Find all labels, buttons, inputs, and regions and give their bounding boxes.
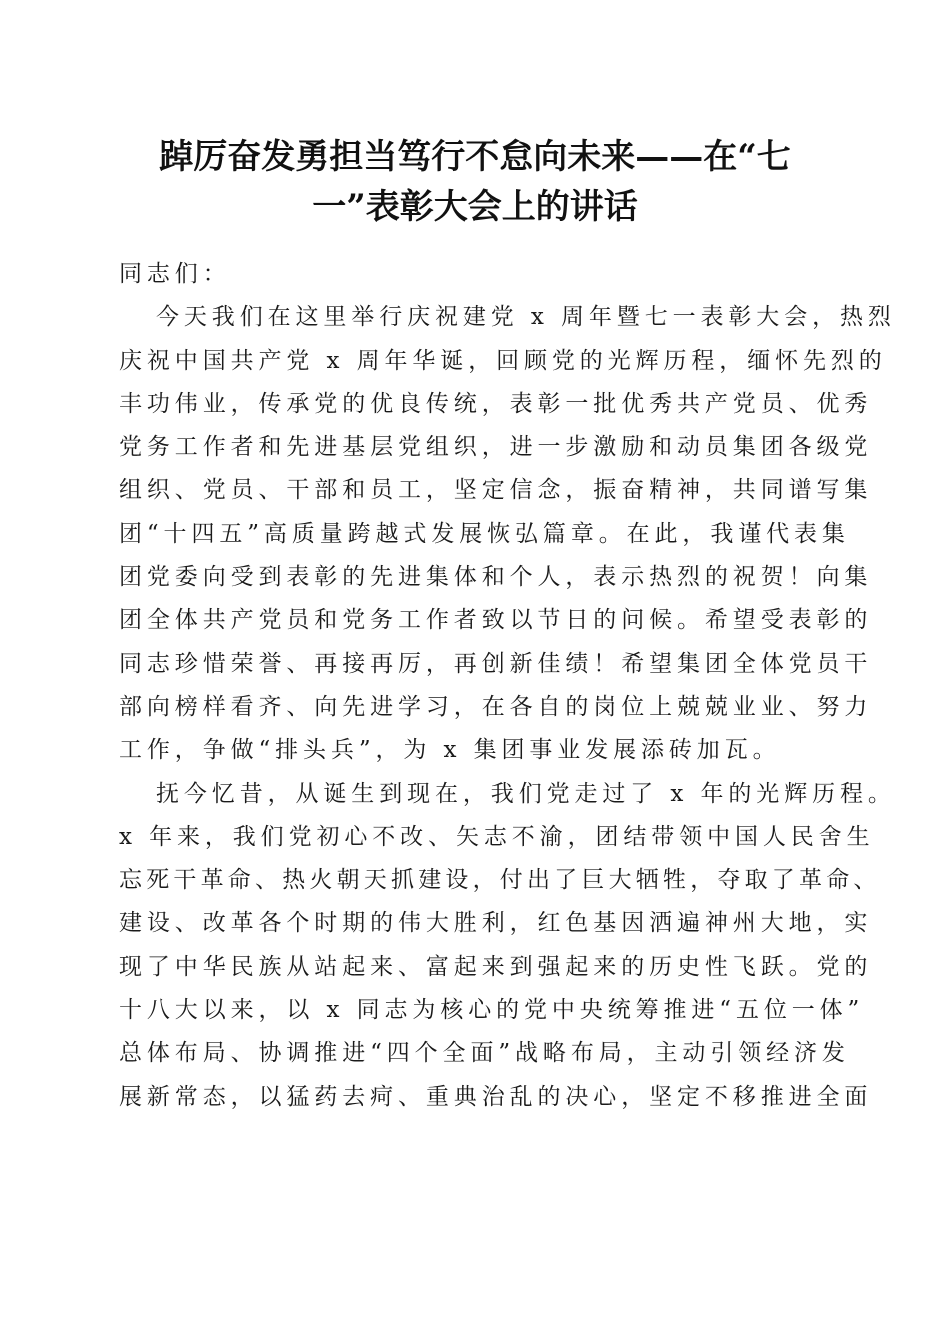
document-body [119, 253, 896, 1119]
paragraph-line: 抚今忆昔，从诞生到现在，我们党走过了 x 年的光辉历程。 [156, 780, 896, 807]
paragraph-line: 展新常态，以猛药去疴、重典治乱的决心，坚定不移推进全面 [119, 1083, 873, 1110]
paragraph-line: 党务工作者和先进基层党组织，进一步激励和动员集团各级党 [119, 434, 873, 461]
paragraph-line: 同志珍惜荣誉、再接再厉，再创新佳绩！希望集团全体党员干 [119, 650, 873, 677]
paragraph-line: 建设、改革各个时期的伟大胜利，红色基因洒遍神州大地，实 [119, 910, 873, 937]
paragraph-line: x 年来，我们党初心不改、矢志不渝，团结带领中国人民舍生 [119, 823, 875, 850]
title-line-1: 踔厉奋发勇担当笃行不怠向未来——在“七 [159, 137, 791, 177]
paragraph-line: 今天我们在这里举行庆祝建党 x 周年暨七一表彰大会，热烈 [156, 304, 896, 331]
salutation: 同志们： [119, 261, 231, 287]
paragraph-line: 团党委向受到表彰的先进集体和个人，表示热烈的祝贺！向集 [119, 564, 873, 591]
paragraph-line: 部向榜样看齐、向先进学习，在各自的岗位上兢兢业业、努力 [119, 693, 873, 720]
paragraph-line: 丰功伟业，传承党的优良传统，表彰一批优秀共产党员、优秀 [119, 390, 873, 417]
paragraph-line: 忘死干革命、热火朝天抓建设，付出了巨大牺牲，夺取了革命、 [119, 867, 881, 894]
paragraph-1 [119, 296, 896, 772]
paragraph-line: 总体布局、协调推进“四个全面”战略布局，主动引领经济发 [119, 1040, 850, 1067]
paragraph-line: 团全体共产党员和党务工作者致以节日的问候。希望受表彰的 [119, 607, 873, 634]
page-title [120, 132, 830, 232]
paragraph-line: 庆祝中国共产党 x 周年华诞，回顾党的光辉历程，缅怀先烈的 [119, 347, 887, 374]
paragraph-2 [119, 773, 896, 1119]
paragraph-line: 组织、党员、干部和员工，坚定信念，振奋精神，共同谱写集 [119, 477, 873, 504]
paragraph-line: 现了中华民族从站起来、富起来到强起来的历史性飞跃。党的 [119, 953, 873, 980]
title-line-2: 一”表彰大会上的讲话 [312, 187, 638, 227]
paragraph-line: 十八大以来，以 x 同志为核心的党中央统筹推进“五位一体” [119, 997, 865, 1024]
paragraph-line: 团“十四五”高质量跨越式发展恢弘篇章。在此，我谨代表集 [119, 520, 850, 547]
paragraph-line: 工作，争做“排头兵”，为 x 集团事业发展添砖加瓦。 [119, 737, 781, 764]
